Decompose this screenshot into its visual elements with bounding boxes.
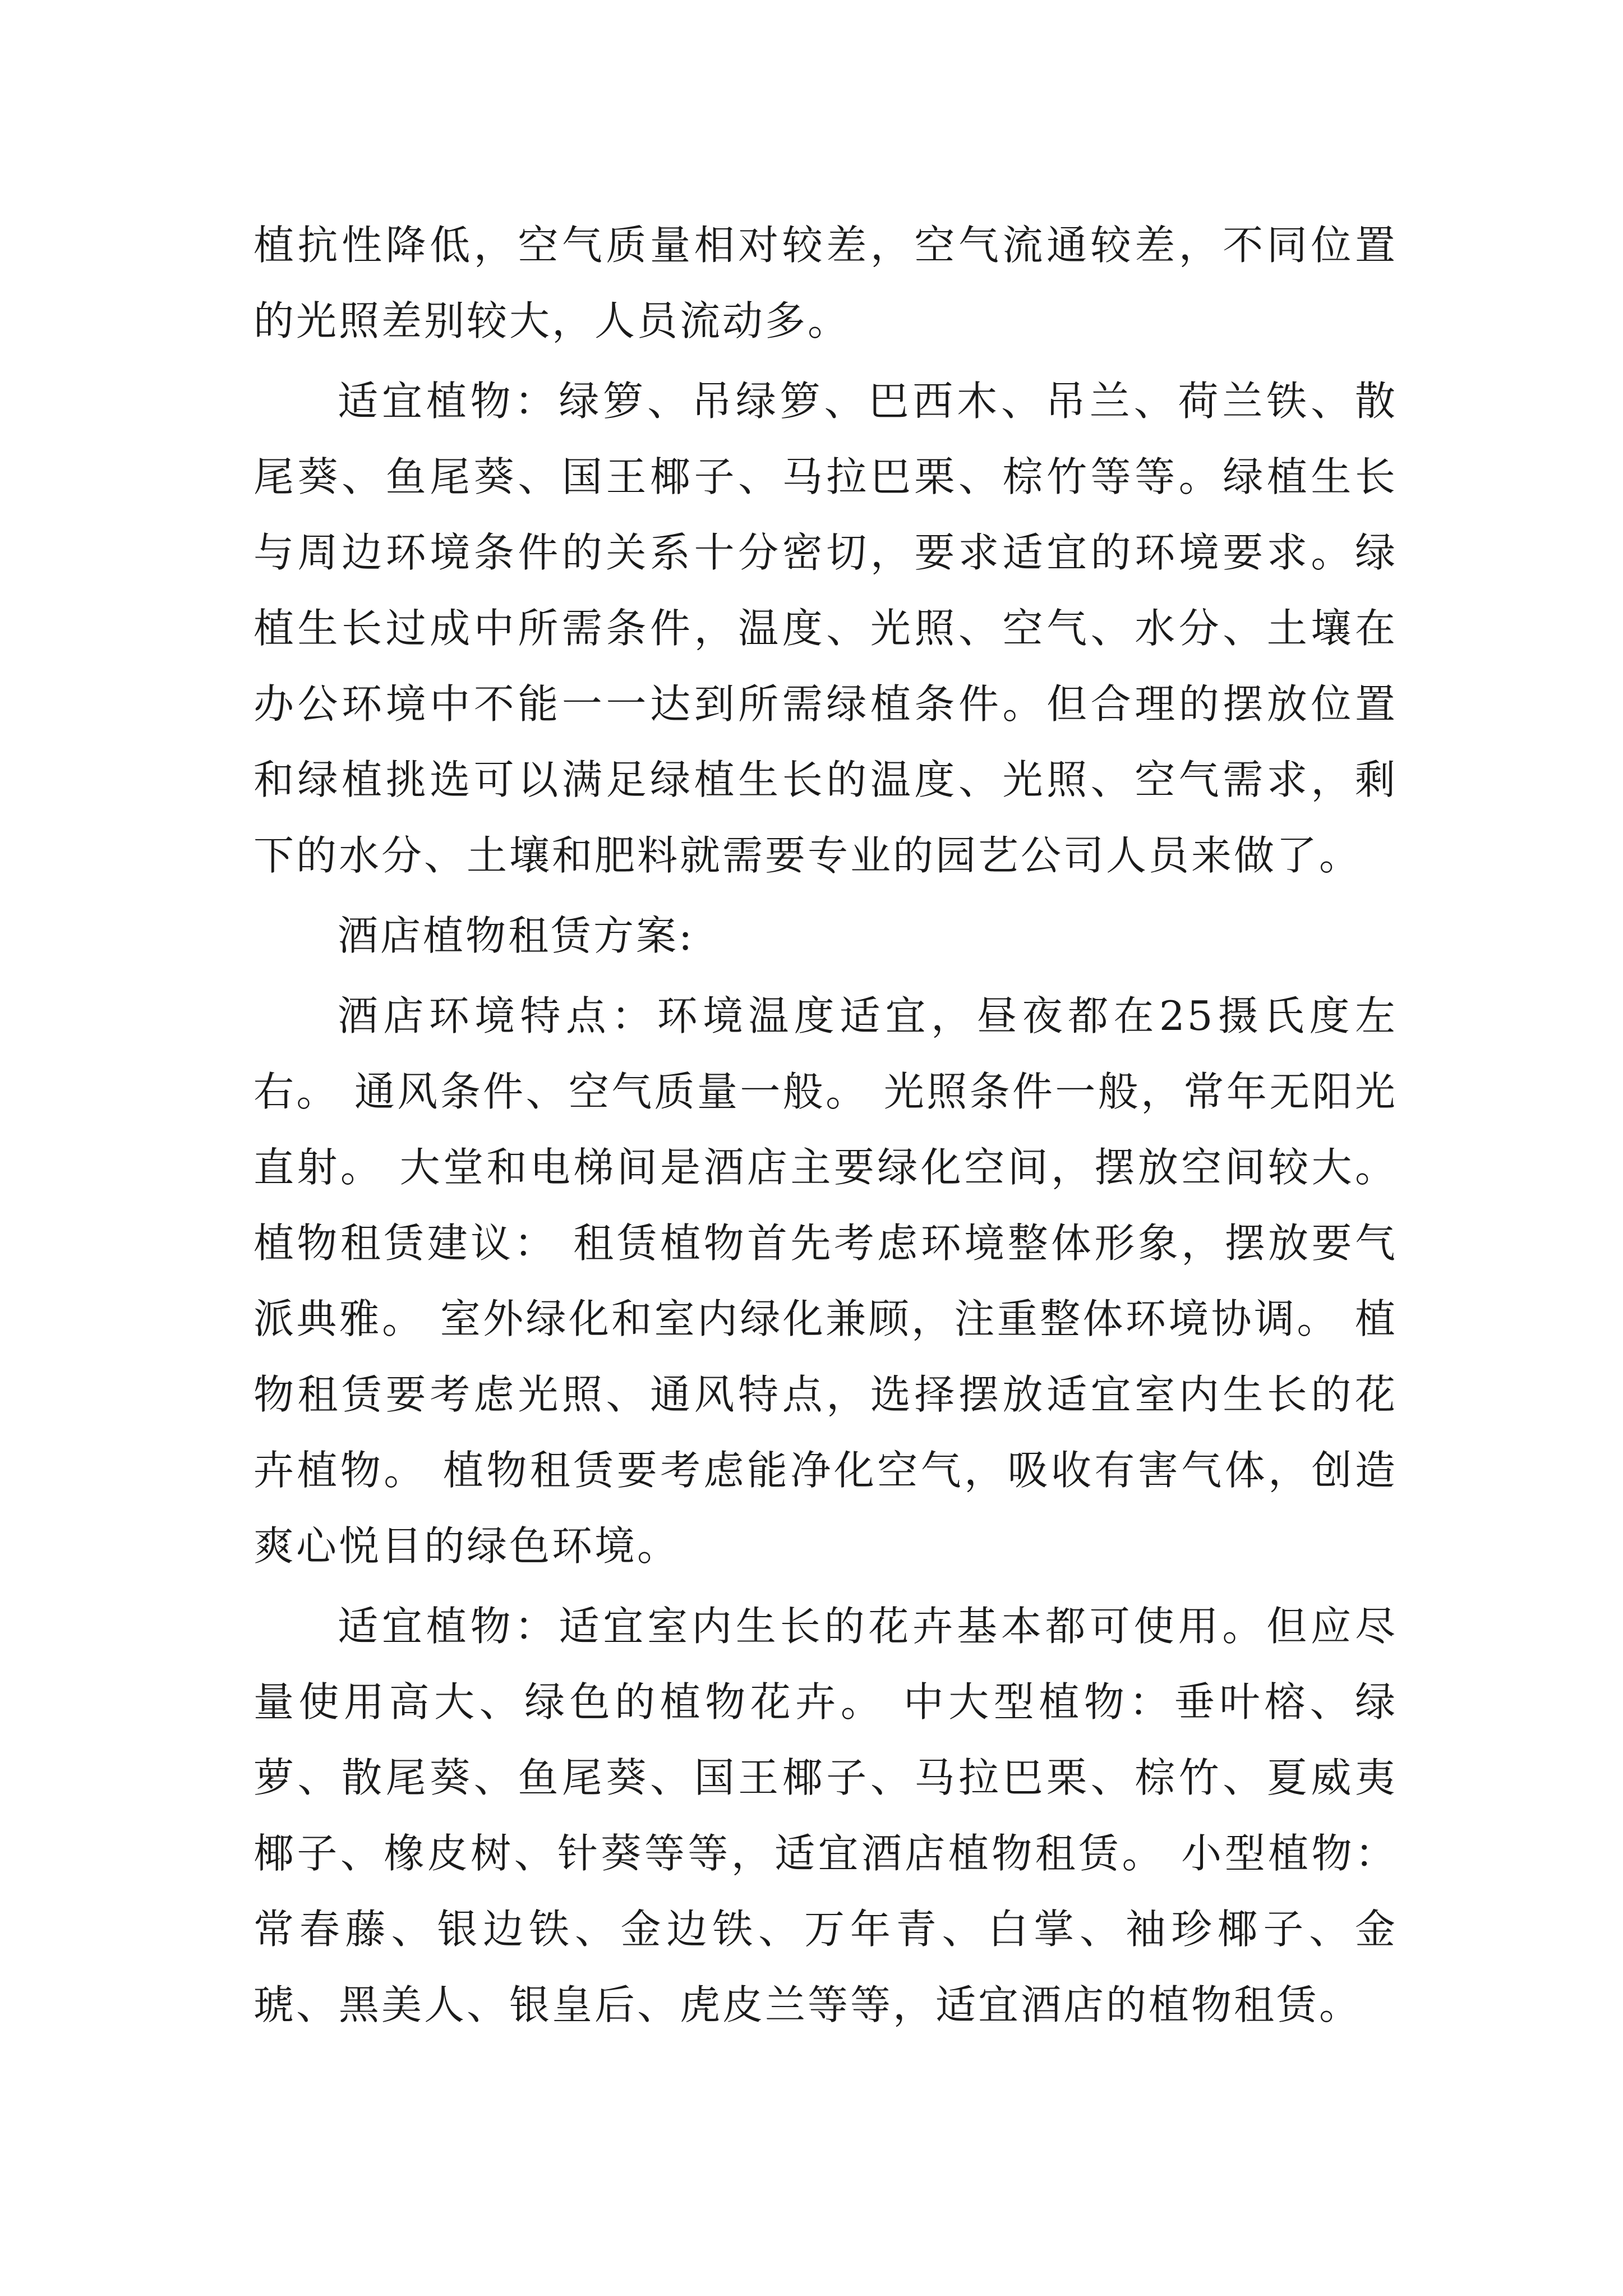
paragraph-1: 植抗性降低，空气质量相对较差，空气流通较差，不同位置的光照差别较大，人员流动多。 bbox=[253, 222, 1398, 344]
paragraph-5: 适宜植物：适宜室内生长的花卉基本都可使用。但应尽量使用高大、绿色的植物花卉。 中大型植物：垂叶榕、绿萝、散尾葵、鱼尾葵、国王椰子、马拉巴栗、棕竹、夏威夷椰子、橡皮树、针葵等等，适宜酒店植物租赁。 小型植物：常春藤、银边铁、金边铁、万年青、白掌、袖珍椰子、金琥、黑美人、银皇后、虎皮兰等等，适宜酒店的植物租赁。 bbox=[253, 1603, 1398, 2028]
paragraph-4: 酒店环境特点：环境温度适宜，昼夜都在25摄氏度左右。 通风条件、空气质量一般。 光照条件一般，常年无阳光直射。 大堂和电梯间是酒店主要绿化空间，摆放空间较大。 植物租赁建议： 租赁植物首先考虑环境整体形象，摆放要气派典雅。 室外绿化和室内绿化兼顾，注重整体环境协调。 植物租赁要考虑光照、通风特点，选择摆放适宜室内生长的花卉植物。 植物租赁要考虑能净化空气，吸收有害气体，创造爽心悦目的绿色环境。 bbox=[253, 992, 1398, 1570]
paragraph-3: 酒店植物租赁方案: bbox=[338, 912, 695, 959]
document-body bbox=[253, 208, 1398, 2043]
paragraph-2: 适宜植物：绿箩、吊绿箩、巴西木、吊兰、荷兰铁、散尾葵、鱼尾葵、国王椰子、马拉巴栗、棕竹等等。绿植生长与周边环境条件的关系十分密切，要求适宜的环境要求。绿植生长过成中所需条件，温度、光照、空气、水分、土壤在办公环境中不能一一达到所需绿植条件。但合理的摆放位置和绿植挑选可以满足绿植生长的温度、光照、空气需求，剩下的水分、土壤和肥料就需要专业的园艺公司人员来做了。 bbox=[253, 378, 1398, 879]
